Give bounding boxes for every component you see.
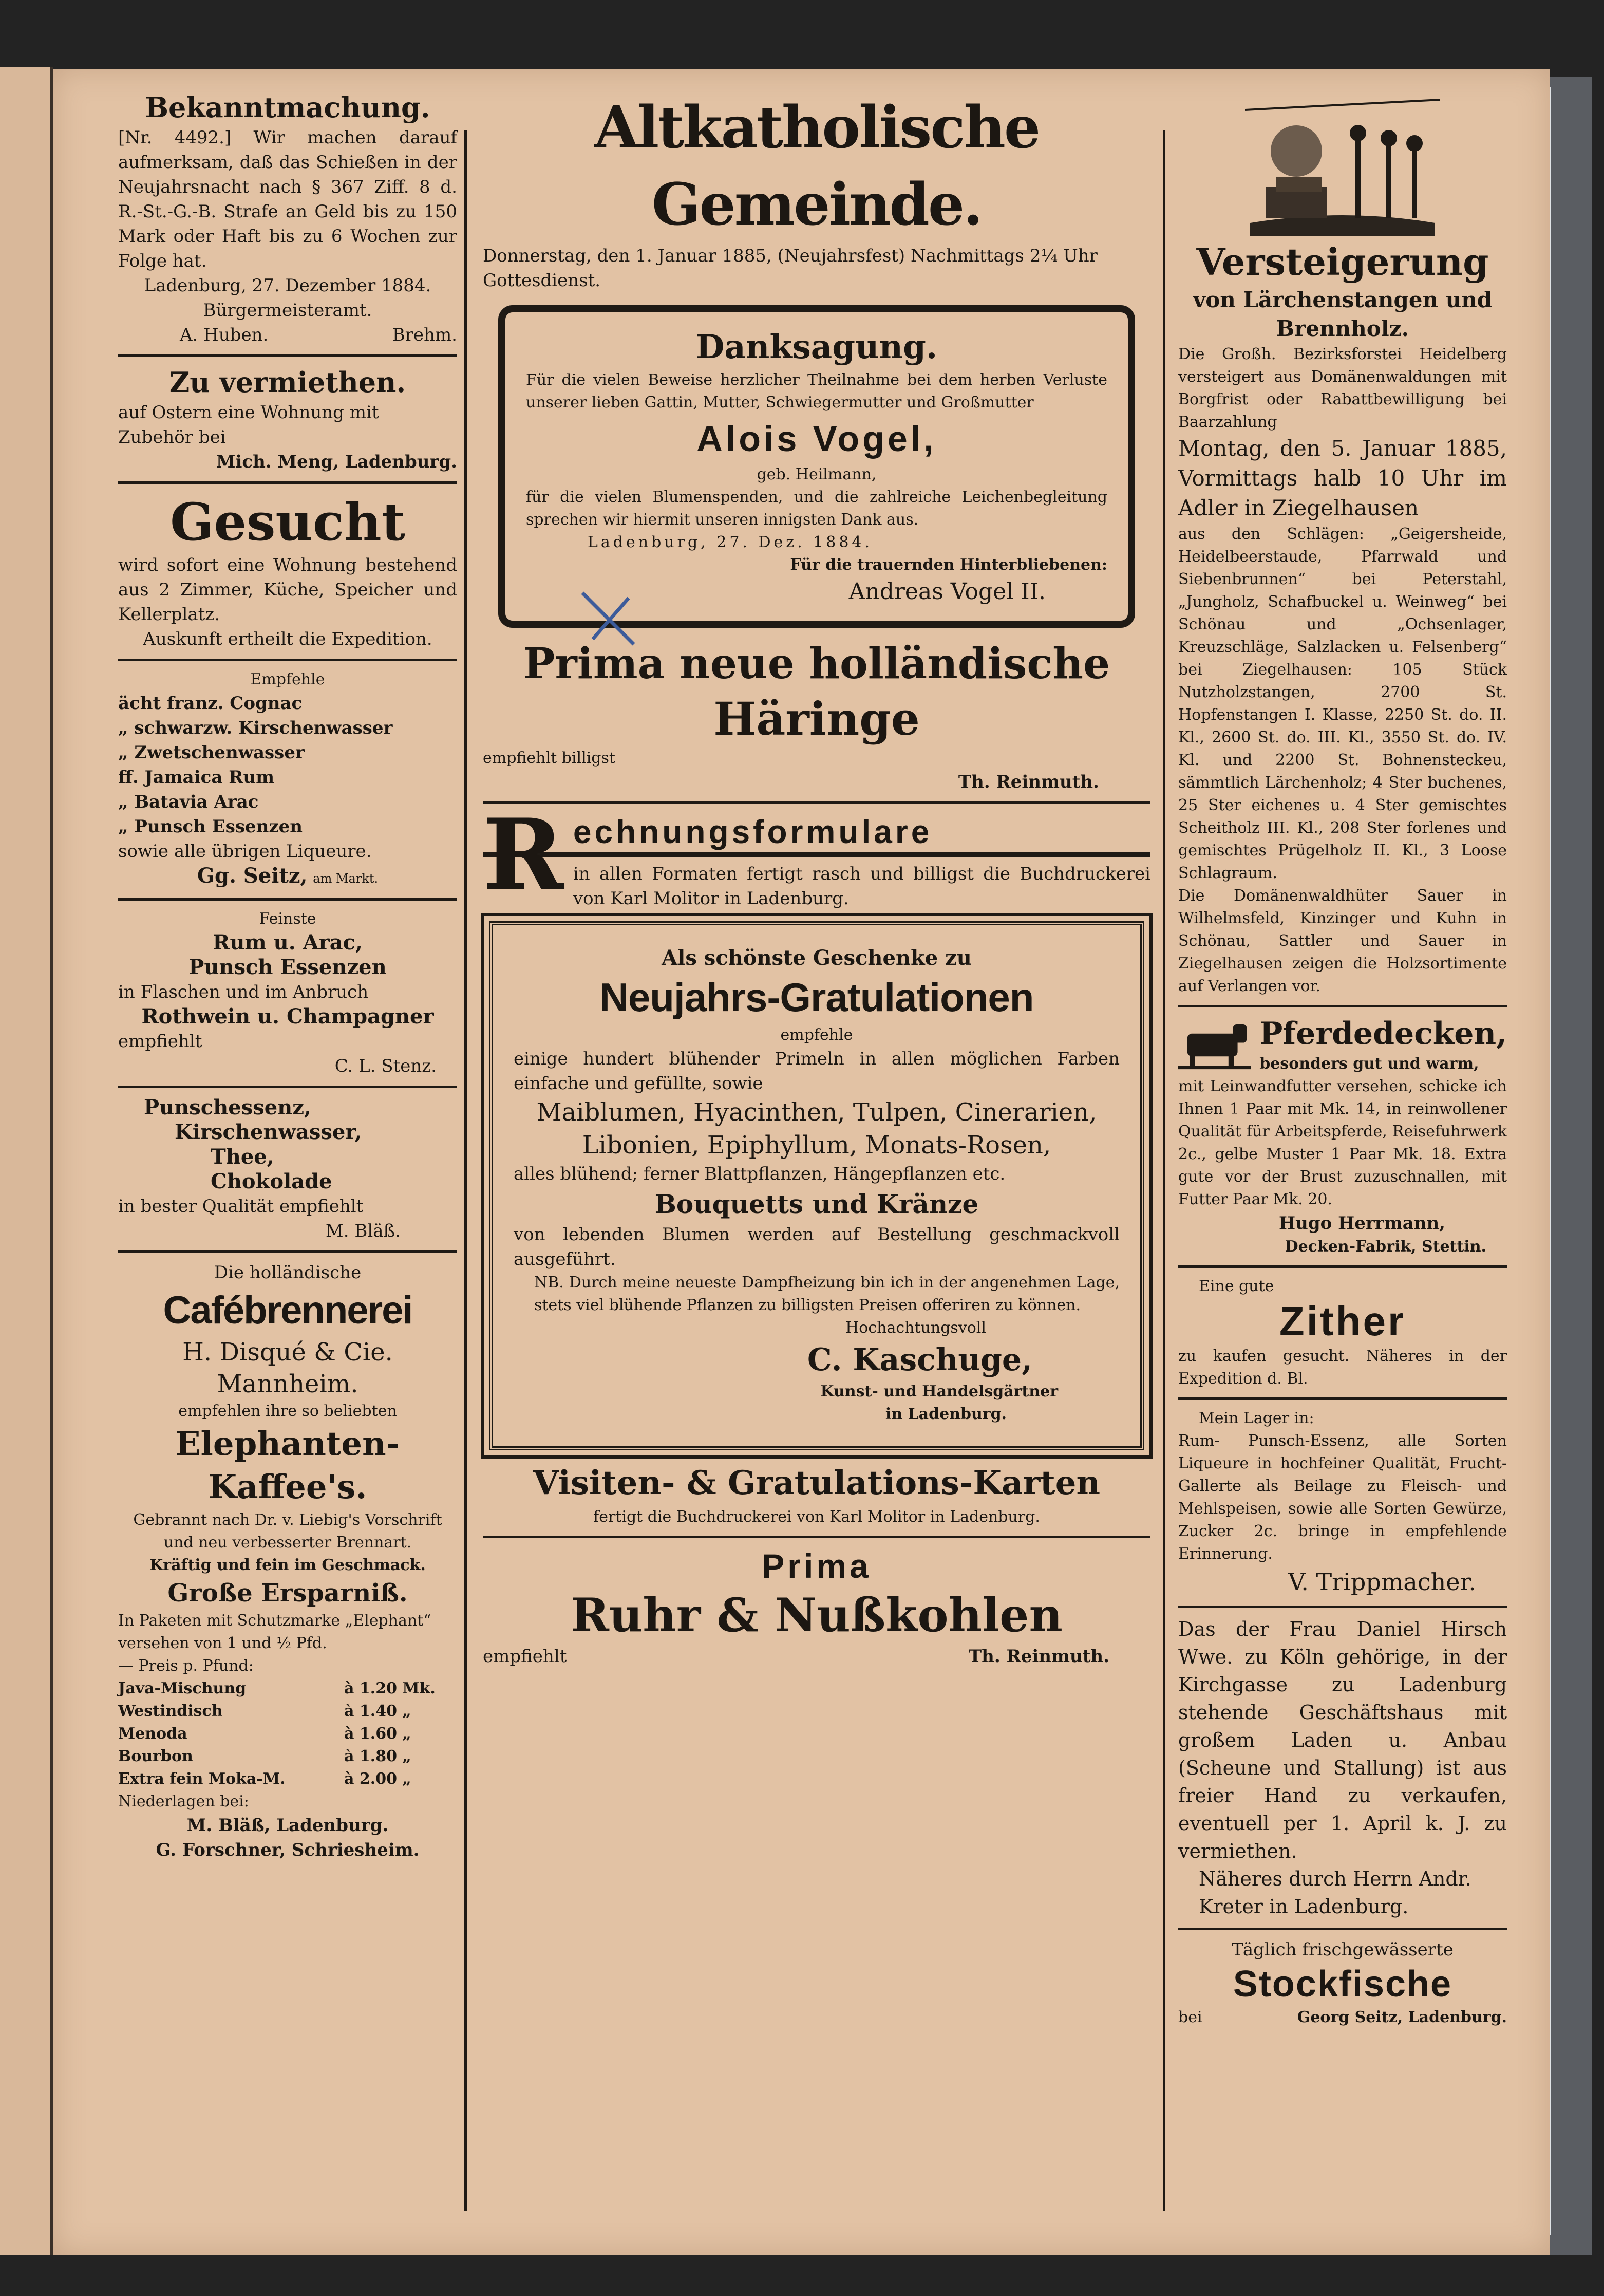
price-row	[118, 1745, 457, 1768]
rent-body: auf Ostern eine Wohnung mit Zubehör bei	[118, 402, 379, 447]
house-info: Näheres durch Herrn Andr. Kreter in Ladenburg.	[1199, 1868, 1471, 1918]
zither-ad	[1178, 1275, 1507, 1390]
column-left	[118, 89, 457, 1862]
wanted-ad	[118, 491, 457, 651]
cafe-slogan: Kräftig und fein im Geschmack.	[149, 1556, 426, 1574]
cafe-city: Mannheim.	[217, 1370, 358, 1398]
price-row	[118, 1723, 457, 1745]
cafe-price-list	[118, 1677, 457, 1790]
blankets-header	[1178, 1015, 1507, 1075]
price-row	[118, 1677, 457, 1700]
column-rule-2	[1163, 130, 1165, 2211]
thanks-date: Ladenburg, 27. Dez. 1884.	[588, 533, 873, 551]
fish-footer	[1178, 2006, 1507, 2029]
blaess-sign: M. Bläß.	[325, 1221, 401, 1241]
gifts-place: in Ladenburg.	[885, 1405, 1007, 1423]
cafe-package: In Paketen mit Schutzmarke „Elephant“ versehen von 1 und ½ Pfd.	[118, 1612, 431, 1652]
forms-body: in allen Formaten fertigt rasch und billigst die Buchdruckerei von Karl Molitor in Ladenburg.	[573, 864, 1150, 909]
fish-sign: Georg Seitz, Ladenburg.	[1297, 2008, 1507, 2026]
gifts-trade: Kunst- und Handelsgärtner	[820, 1383, 1058, 1401]
church-title: Altkatholische Gemeinde.	[594, 94, 1040, 238]
price-name: Bourbon	[118, 1747, 193, 1765]
fish-title: Stockfische	[1233, 1964, 1452, 2005]
stenz-intro: Feinste	[259, 910, 316, 928]
gifts-flowers: Maiblumen, Hyacinthen, Tulpen, Cinerarien, Libonien, Epiphyllum, Monats-Rosen,	[536, 1098, 1097, 1160]
cafe-lead: empfehlen ihre so beliebten	[178, 1402, 397, 1420]
coal-lead: empfiehlt	[483, 1646, 567, 1667]
blaess-ad	[118, 1095, 457, 1243]
gifts-lead: empfehle	[780, 1026, 853, 1044]
forms-ad	[483, 811, 1150, 911]
thanks-title: Danksagung.	[695, 328, 938, 366]
cafe-depots: Niederlagen bei:	[118, 1793, 249, 1810]
zither-title: Zither	[1279, 1298, 1406, 1344]
herring-line1: Prima neue holländische	[523, 639, 1110, 688]
cafe-product1: Elephanten-	[175, 1425, 400, 1463]
notice-date: Ladenburg, 27. Dezember 1884.	[144, 275, 431, 296]
newspaper-page	[53, 69, 1550, 2255]
fish-lead: bei	[1178, 2008, 1202, 2026]
cards-title: Visiten- & Gratulations-Karten	[533, 1464, 1100, 1502]
notice-sign-right: Brehm.	[392, 325, 457, 345]
price-value: à 1.40 „	[344, 1702, 411, 1720]
stenz-line2: Punsch Essenzen	[188, 955, 387, 979]
fish-intro: Täglich frischgewässerte	[1232, 1939, 1454, 1960]
herring-lead: empfiehlt billigst	[483, 749, 615, 767]
blaess-line4: Chokolade	[211, 1169, 332, 1193]
blankets-body: mit Leinwandfutter versehen, schicke ich Ihnen 1 Paar mit Mk. 14, in reinwollener Qualität für Arbeitspferde, Reisefuhrwerk 2c., gelbe Muster 1 Paar Mk. 18. Extra gute vor der Brust zuzuschnallen, mit Futter Paar Mk. 20.	[1178, 1077, 1507, 1208]
cafe-company: H. Disqué & Cie.	[182, 1338, 393, 1367]
liquor-sign: Gg. Seitz,	[197, 864, 308, 888]
cards-ad	[483, 1461, 1150, 1528]
gifts-frame	[489, 921, 1144, 1450]
coal-line2: Ruhr & Nußkohlen	[571, 1588, 1063, 1642]
auction-body1: Die Großh. Bezirksforstei Heidelberg versteigert aus Domänenwaldungen mit Borgfrist oder Rabattbewilligung bei Baarzahlung	[1178, 345, 1507, 431]
cards-body: fertigt die Buchdruckerei von Karl Molitor in Ladenburg.	[593, 1508, 1040, 1526]
gifts-regards: Hochachtungsvoll	[845, 1319, 986, 1337]
stenz-line1: Rum u. Arac,	[213, 930, 363, 955]
notice-ad	[118, 89, 457, 347]
price-name: Java-Mischung	[118, 1679, 247, 1697]
blankets-sub: besonders gut und warm,	[1259, 1055, 1479, 1073]
liquor-item: „ Punsch Essenzen	[118, 816, 303, 837]
thanks-body2: für die vielen Blumenspenden, und die zahlreiche Leichenbegleitung sprechen wir hiermit unseren innigsten Dank aus.	[526, 488, 1107, 529]
stenz-line5: empfiehlt	[118, 1031, 202, 1052]
adjacent-page-edge	[0, 67, 53, 2255]
stock-body: Rum- Punsch-Essenz, alle Sorten Liqueure in hochfeiner Qualität, Frucht-Gallerte als Beilage zu Fleisch- und Mehlspeisen, sowie alle Sorten Gewürze, Zucker 2c. bringe in empfehlende Erinnerung.	[1178, 1432, 1507, 1563]
thanks-maiden: geb. Heilmann,	[757, 465, 877, 483]
cafe-depot2: G. Forschner, Schriesheim.	[156, 1840, 420, 1860]
gifts-title: Neujahrs-Gratulationen	[599, 975, 1034, 1020]
stock-ad	[1178, 1407, 1507, 1598]
cafe-product2: Kaffee's.	[208, 1468, 367, 1506]
liquor-ad	[118, 668, 457, 891]
liquor-intro: Empfehle	[250, 670, 325, 688]
notice-sign-left: A. Huben.	[180, 325, 269, 345]
liquor-sign-small: am Markt.	[313, 871, 379, 886]
wanted-title: Gesucht	[170, 492, 405, 552]
liquor-item: ff. Jamaica Rum	[118, 767, 275, 788]
price-row	[118, 1768, 457, 1790]
coal-line1: Prima	[762, 1547, 872, 1585]
column-right	[1178, 89, 1507, 2029]
blankets-title: Pferdedecken,	[1259, 1016, 1507, 1052]
liquor-item: „ schwarzw. Kirschenwasser	[118, 718, 393, 738]
stock-sign: V. Trippmacher.	[1288, 1568, 1476, 1596]
blankets-firm: Decken-Fabrik, Stettin.	[1285, 1238, 1486, 1256]
blaess-line5: in bester Qualität empfiehlt	[118, 1196, 364, 1217]
notice-title: Bekanntmachung.	[145, 91, 430, 124]
coal-ad	[483, 1545, 1150, 1669]
gifts-sub: Bouquetts und Kränze	[654, 1189, 979, 1219]
stenz-line4: Rothwein u. Champagner	[141, 1004, 434, 1029]
thanks-survivors: Für die trauernden Hinterbliebenen:	[790, 556, 1107, 574]
blankets-ad	[1178, 1015, 1507, 1258]
gifts-body3: von lebenden Blumen werden auf Bestellung geschmackvoll ausgeführt.	[514, 1224, 1120, 1270]
price-name: Menoda	[118, 1725, 187, 1743]
blaess-line3: Thee,	[211, 1145, 274, 1169]
gifts-body2: alles blühend; ferner Blattpflanzen, Hängepflanzen etc.	[514, 1164, 1006, 1184]
herring-ad	[483, 637, 1150, 794]
notice-office: Bürgermeisteramt.	[203, 300, 372, 321]
thanks-box	[498, 305, 1135, 628]
cafe-title: Cafébrennerei	[163, 1289, 412, 1332]
cafe-saving: Große Ersparniß.	[167, 1579, 408, 1608]
auction-subtitle: von Lärchenstangen und Brennholz.	[1193, 287, 1493, 341]
notice-signatures	[118, 323, 457, 347]
forms-dropcap: R	[483, 811, 564, 911]
rent-name: Mich. Meng, Ladenburg.	[216, 452, 457, 472]
price-name: Westindisch	[118, 1702, 223, 1720]
pencil-cross-mark	[577, 588, 639, 649]
column-middle	[483, 89, 1150, 1669]
stock-intro: Mein Lager in:	[1199, 1409, 1314, 1427]
auction-body3: Die Domänenwaldhüter Sauer in Wilhelmsfeld, Kinzinger und Kuhn in Schönau, Sattler und Sauer in Ziegelhausen zeigen die Holzsortimente auf Verlangen vor.	[1178, 887, 1507, 995]
liquor-item: „ Zwetschenwasser	[118, 742, 305, 763]
price-name: Extra fein Moka-M.	[118, 1770, 286, 1788]
church-body: Donnerstag, den 1. Januar 1885, (Neujahrsfest) Nachmittags 2¼ Uhr Gottesdienst.	[483, 246, 1098, 291]
stenz-sign: C. L. Stenz.	[334, 1056, 437, 1076]
auction-ad	[1178, 89, 1507, 998]
thanks-name: Alois Vogel,	[696, 419, 937, 459]
blankets-heading	[1259, 1015, 1507, 1075]
auction-body2: aus den Schlägen: „Geigersheide, Heidelbeerstaude, Pfarrwald und Siebenbrunnen“ bei Peterstahl, „Jungholz, Schafbuckel u. Weinweg“ bei Schönau und „Ochsenlager, Kreuzschläge, Salzlacken u. Felsenberg“ bei Ziegelhausen: 105 Stück Nutzholzstangen, 2700 St. Hopfenstangen I. Klasse, 2250 St. do. II. Kl., 2600 St. do. III. Kl., 3550 St. do. IV. Kl. und 2200 St. Bohnensteckeu, sämmtlich Lärchenholz; 4 Ster buchenes, 25 Ster eichenes u. 4 Ster gemischtes Scheitholz III. Kl., 208 Ster forlenes und gemischtes Prügelholz II. Kl., 3 Loose Schlagraum.	[1178, 525, 1507, 882]
liquor-sign-line	[118, 864, 457, 891]
price-value: à 2.00 „	[344, 1770, 411, 1788]
horse-blanket-icon	[1178, 1017, 1251, 1073]
auction-date: Montag, den 5. Januar 1885, Vormittags halb 10 Uhr im Adler in Ziegelhausen	[1178, 436, 1507, 520]
gifts-nb: NB. Durch meine neueste Dampfheizung bin ich in der angenehmen Lage, stets viel blühende Pflanzen zu billigsten Preisen offeriren zu können.	[534, 1274, 1120, 1314]
price-value: à 1.20 Mk.	[344, 1679, 436, 1697]
thanks-sign: Andreas Vogel II.	[848, 578, 1046, 605]
blankets-sign: Hugo Herrmann,	[1279, 1213, 1445, 1234]
fish-ad	[1178, 1937, 1507, 2029]
herring-line2: Häringe	[713, 692, 920, 745]
gifts-intro: Als schönste Geschenke zu	[662, 946, 972, 970]
cafe-ad	[118, 1260, 457, 1862]
herring-sign: Th. Reinmuth.	[958, 772, 1099, 792]
price-value: à 1.80 „	[344, 1747, 411, 1765]
stenz-ad	[118, 908, 457, 1078]
gifts-body1: einige hundert blühender Primeln in allen möglichen Farben einfache und gefüllte, sowie	[514, 1049, 1120, 1094]
wanted-body: wird sofort eine Wohnung bestehend aus 2 Zimmer, Küche, Speicher und Kellerplatz.	[118, 555, 457, 625]
column-rule-1	[464, 130, 467, 2211]
cafe-price-head: — Preis p. Pfund:	[118, 1657, 254, 1675]
auction-title: Versteigerung	[1196, 240, 1489, 284]
liquor-item: „ Batavia Arac	[118, 792, 259, 812]
cafe-depot1: M. Bläß, Ladenburg.	[186, 1815, 389, 1836]
coal-sign: Th. Reinmuth.	[968, 1646, 1109, 1667]
thanks-body: Für die vielen Beweise herzlicher Theilnahme bei dem herben Verluste unserer lieben Gattin, Mutter, Schwiegermutter und Großmutter	[526, 371, 1107, 412]
house-body: Das der Frau Daniel Hirsch Wwe. zu Köln gehörige, in der Kirchgasse zu Ladenburg stehende Geschäftshaus mit großem Laden u. Anbau (Scheune und Stallung) ist aus freier Hand zu verkaufen, eventuell per 1. April k. J. zu vermiethen.	[1178, 1618, 1507, 1862]
church-ad	[483, 89, 1150, 293]
blaess-line1: Punschessenz,	[144, 1095, 311, 1119]
zither-intro: Eine gute	[1199, 1277, 1274, 1295]
zither-body: zu kaufen gesucht. Näheres in der Expedition d. Bl.	[1178, 1347, 1507, 1388]
price-row	[118, 1700, 457, 1723]
notice-body: [Nr. 4492.] Wir machen darauf aufmerksam, daß das Schießen in der Neujahrsnacht nach § 367 Ziff. 8 d. R.-St.-G.-B. Strafe an Geld bis zu 150 Mark oder Haft bis zu 6 Wochen zur Folge hat.	[118, 127, 457, 271]
rent-ad	[118, 364, 457, 474]
stenz-line3: in Flaschen und im Anbruch	[118, 982, 369, 1002]
price-value: à 1.60 „	[344, 1725, 411, 1743]
liquor-outro: sowie alle übrigen Liqueure.	[118, 841, 372, 862]
gifts-sign: C. Kaschuge,	[807, 1342, 1032, 1378]
liquor-item: ächt franz. Cognac	[118, 693, 303, 714]
house-ad	[1178, 1615, 1507, 1920]
blaess-line2: Kirschenwasser,	[175, 1120, 362, 1144]
cafe-intro: Die holländische	[214, 1262, 362, 1283]
rent-title: Zu vermiethen.	[169, 366, 406, 399]
woodcut-auction-icon	[1245, 89, 1440, 238]
cafe-desc: Gebrannt nach Dr. v. Liebig's Vorschrift und neu verbesserter Brennart.	[133, 1511, 442, 1552]
coal-footer	[483, 1644, 1150, 1669]
wanted-info: Auskunft ertheilt die Expedition.	[143, 629, 432, 649]
forms-title: echnungsformulare	[483, 811, 1150, 857]
